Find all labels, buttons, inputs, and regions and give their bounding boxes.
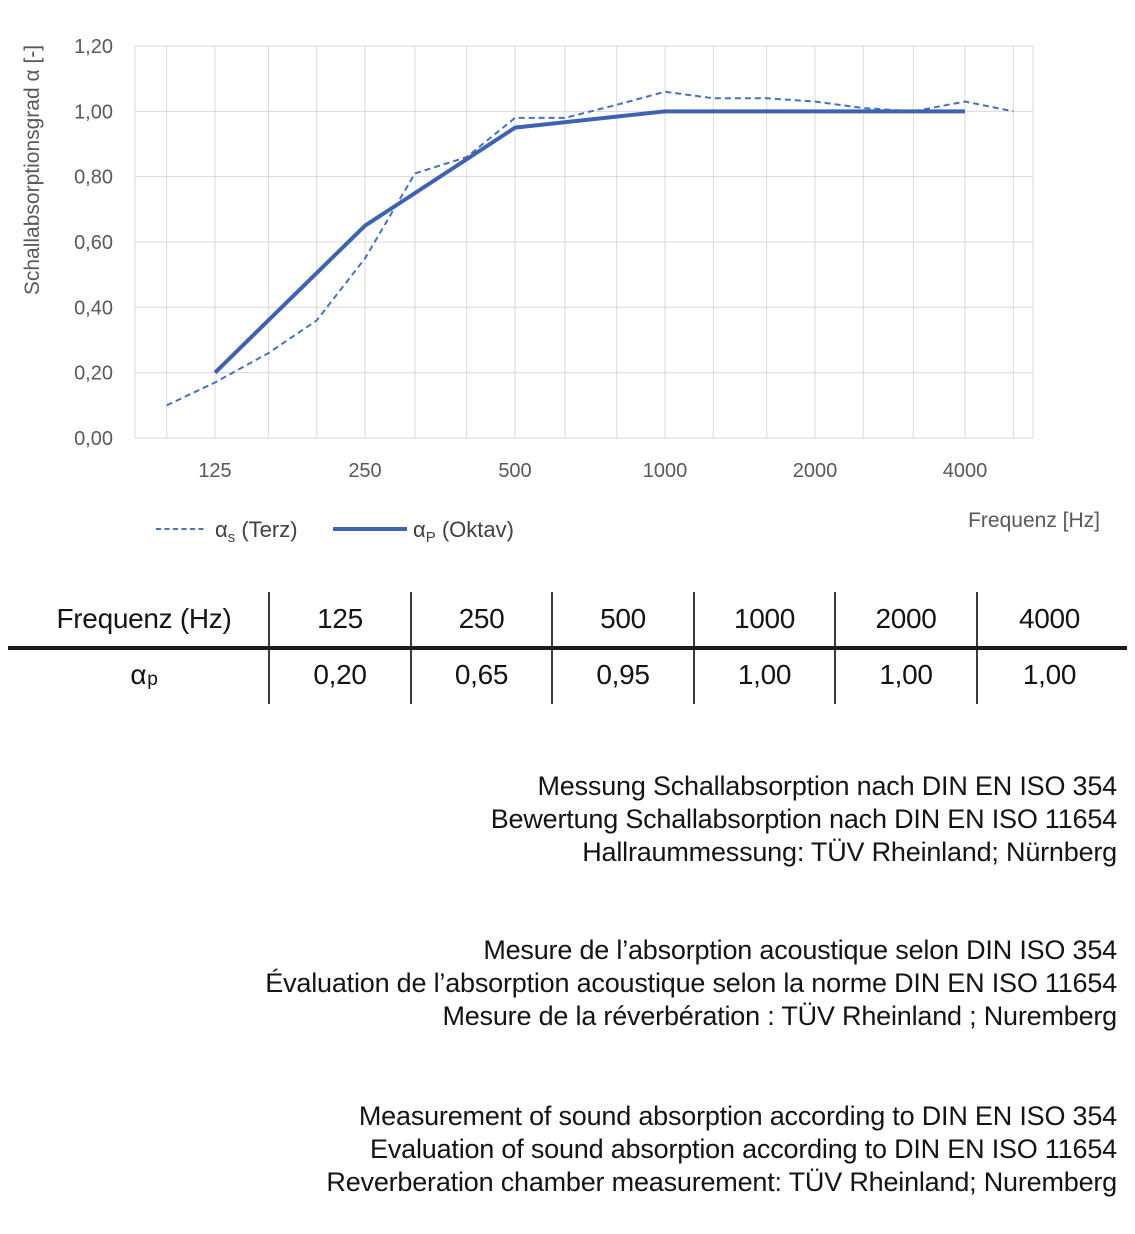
note-line: Bewertung Schallabsorption nach DIN EN ISO 11654	[490, 804, 1117, 834]
alpha-subscript: p	[147, 668, 158, 690]
table-value-250: 0,65	[410, 646, 551, 704]
svg-text:1000: 1000	[642, 460, 688, 482]
series-alpha-s-line	[167, 92, 1014, 406]
notes-english	[326, 1100, 1117, 1199]
y-axis-title: Schallabsorptionsgrad α [-]	[21, 44, 44, 296]
note-line: Evaluation of sound absorption according to DIN EN ISO 11654	[370, 1134, 1117, 1164]
svg-text:1,20: 1,20	[74, 36, 113, 58]
svg-text:0,80: 0,80	[74, 166, 113, 189]
table-header-125: 125	[268, 592, 410, 646]
svg-text:0,20: 0,20	[74, 362, 113, 385]
table-header-frequency: Frequenz (Hz)	[56, 603, 232, 634]
svg-text:250: 250	[348, 460, 382, 482]
alpha-symbol: α	[130, 659, 147, 690]
absorption-chart-svg	[0, 0, 1135, 565]
table-header-4000: 4000	[976, 592, 1121, 646]
note-line: Messung Schallabsorption nach DIN EN ISO 354	[537, 771, 1117, 801]
table-header-rule	[8, 646, 1127, 650]
table-row-label-alpha-p	[20, 646, 268, 704]
table-header-2000: 2000	[834, 592, 976, 646]
note-line: Hallraummessung: TÜV Rheinland; Nürnberg	[582, 837, 1117, 867]
absorption-chart	[0, 0, 1135, 565]
svg-text:0,00: 0,00	[74, 428, 113, 450]
note-line: Mesure de l’absorption acoustique selon DIN ISO 354	[483, 935, 1117, 965]
notes-german	[491, 770, 1117, 869]
chart-legend	[156, 517, 514, 546]
svg-text:1,00: 1,00	[74, 101, 113, 124]
svg-text:4000: 4000	[942, 460, 988, 482]
y-axis-tick-labels	[74, 36, 113, 450]
svg-text:125: 125	[198, 460, 232, 482]
svg-text:0,60: 0,60	[74, 232, 113, 254]
table-value-4000: 1,00	[976, 646, 1121, 704]
table-value-2000: 1,00	[834, 646, 976, 704]
note-line: Reverberation chamber measurement: TÜV Rheinland; Nuremberg	[326, 1167, 1117, 1197]
svg-text:0,40: 0,40	[74, 297, 113, 320]
note-line: Measurement of sound absorption according to DIN EN ISO 354	[358, 1101, 1117, 1131]
notes-french	[265, 934, 1117, 1033]
svg-text:2000: 2000	[792, 460, 838, 482]
svg-text:500: 500	[498, 460, 532, 482]
table-value-500: 0,95	[551, 646, 693, 704]
table-header-250: 250	[410, 592, 551, 646]
gridlines	[135, 46, 1033, 438]
legend-label: $\alpha_P$ (Oktav)	[413, 517, 514, 546]
x-axis-tick-labels	[198, 460, 987, 482]
x-axis-title: Frequenz [Hz]	[968, 509, 1100, 532]
table-header-500: 500	[551, 592, 693, 646]
table-value-1000: 1,00	[693, 646, 834, 704]
table-header-1000: 1000	[693, 592, 834, 646]
table-value-125: 0,20	[268, 646, 410, 704]
note-line: Évaluation de l’absorption acoustique selon la norme DIN EN ISO 11654	[265, 968, 1117, 998]
note-line: Mesure de la réverbération : TÜV Rheinland ; Nuremberg	[442, 1001, 1117, 1031]
legend-label: $\alpha_s$ (Terz)	[215, 517, 298, 546]
